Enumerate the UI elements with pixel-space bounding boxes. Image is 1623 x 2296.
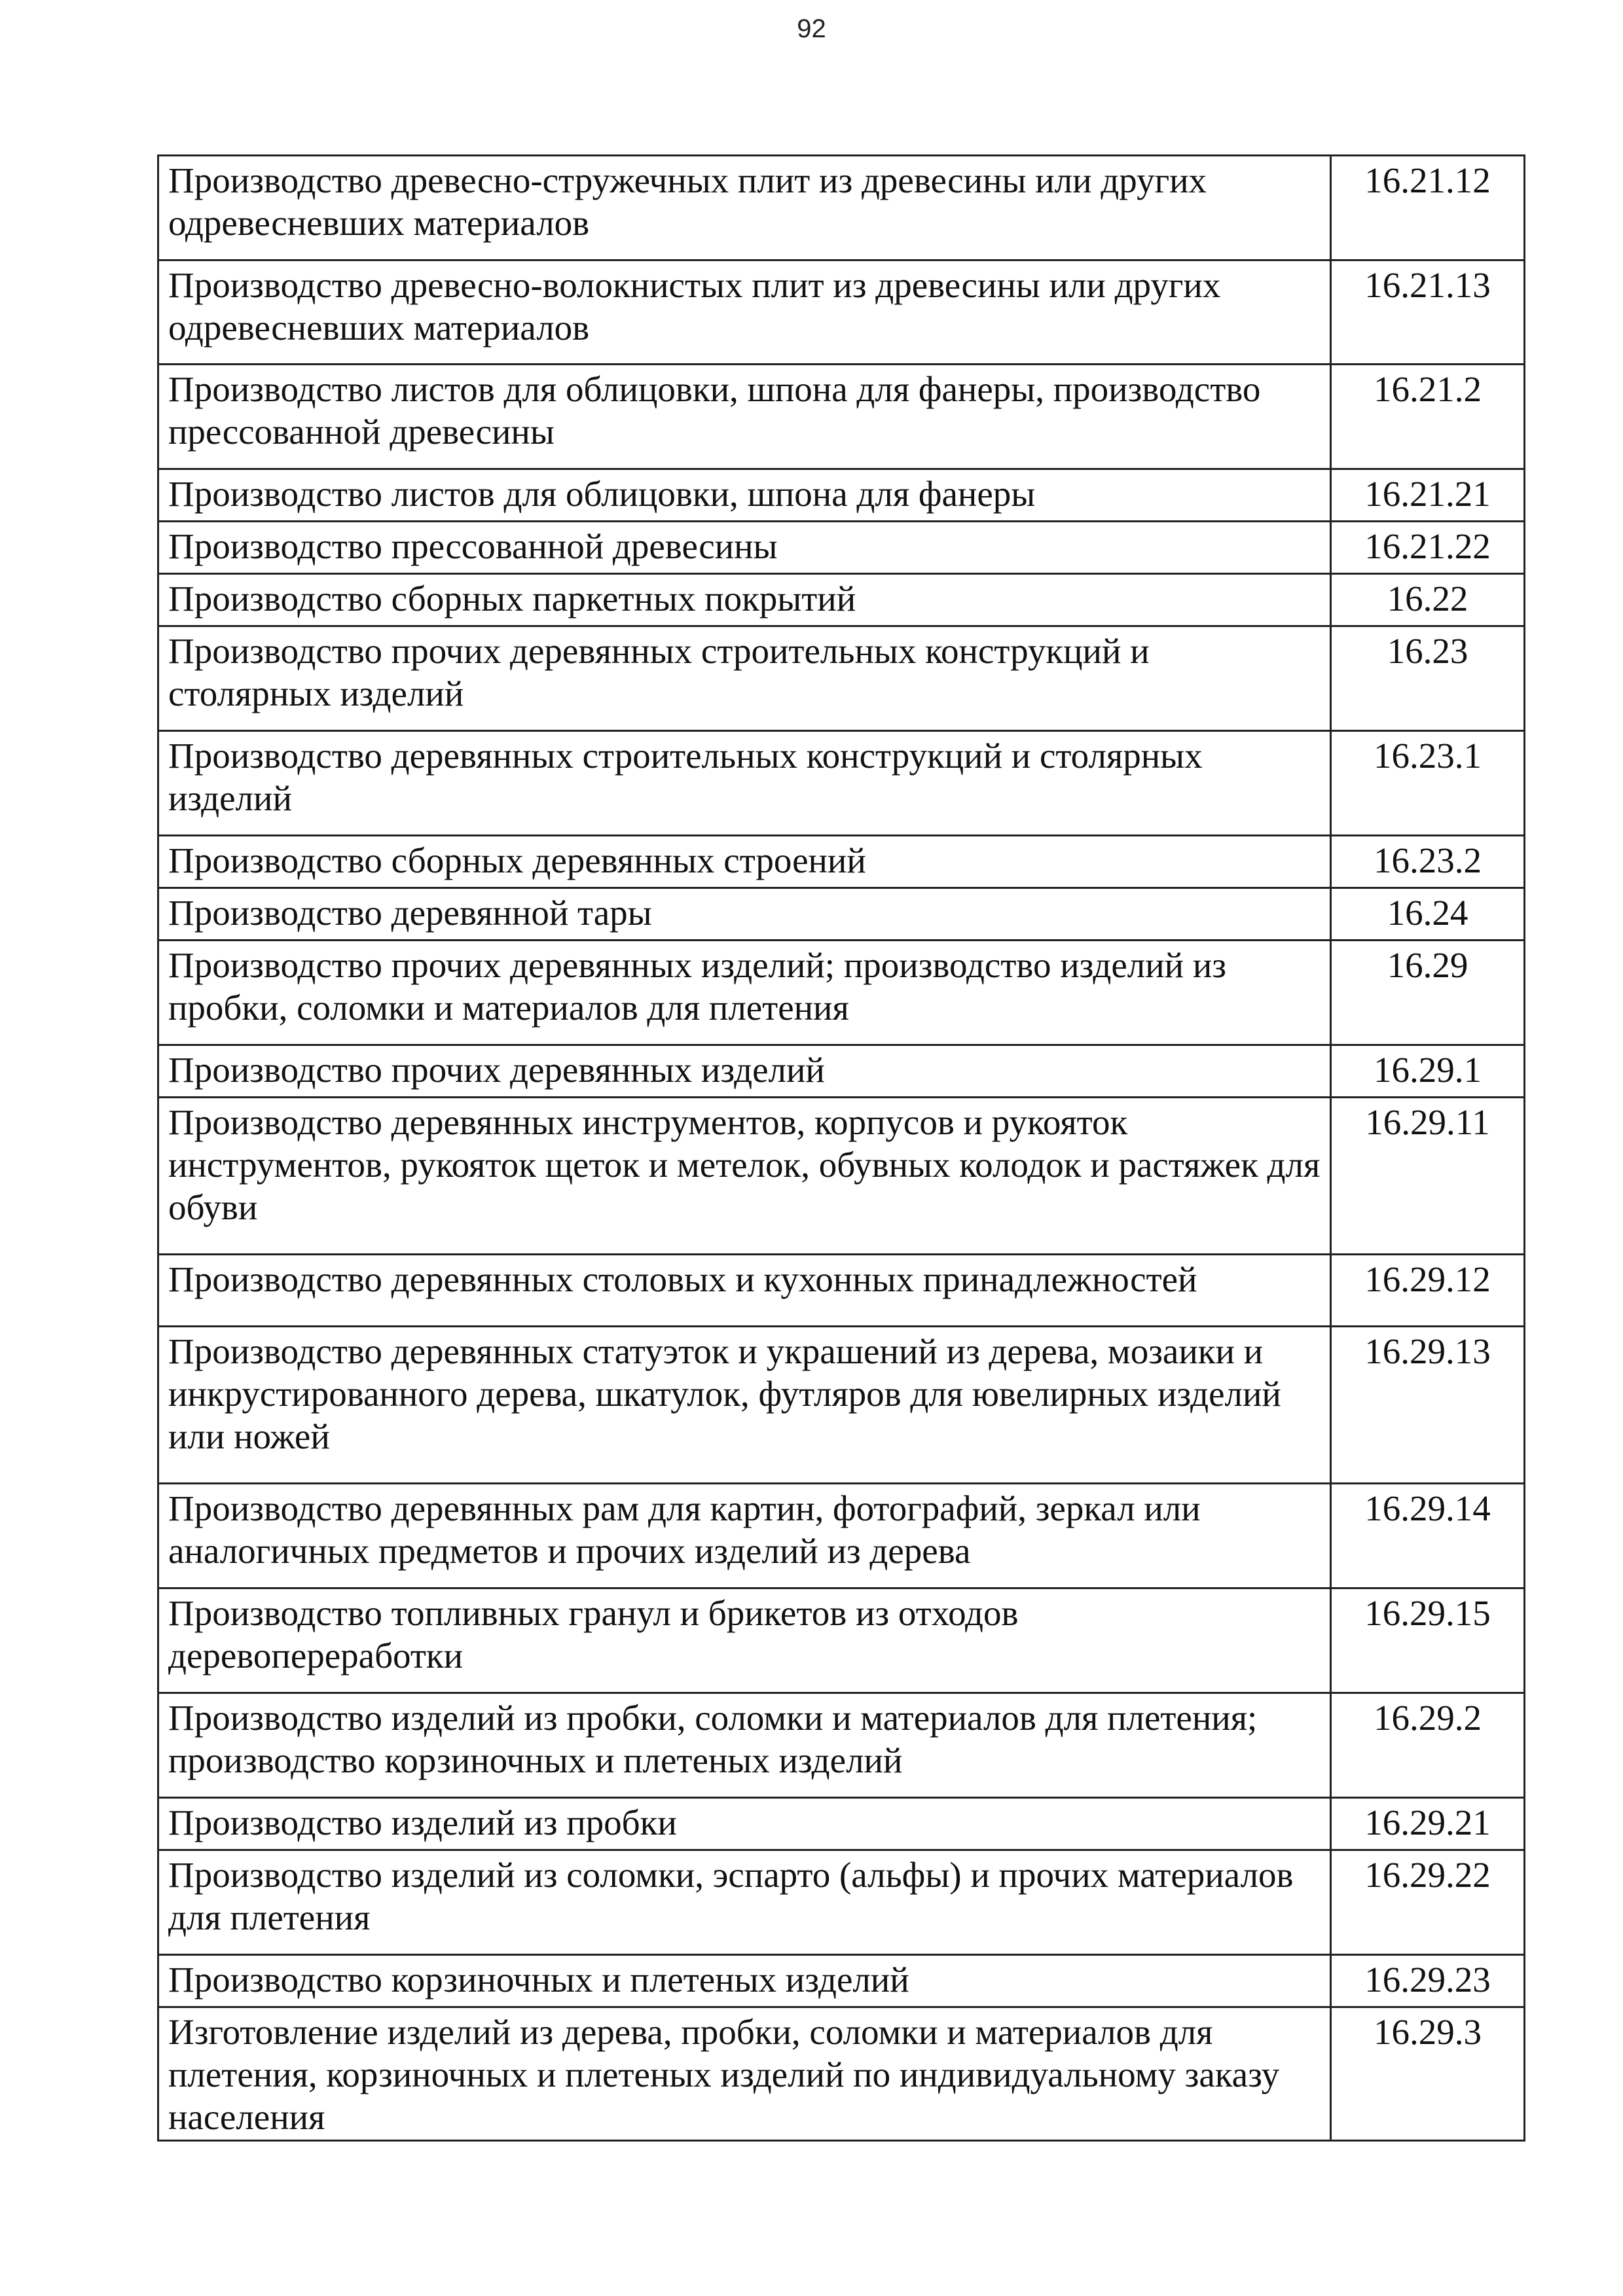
table-body <box>158 156 1525 2141</box>
activity-description: Производство листов для облицовки, шпона для фанеры, производство прессованной древесины <box>158 365 1331 469</box>
table-row <box>158 365 1525 469</box>
activity-code: 16.21.12 <box>1331 156 1525 260</box>
activity-code: 16.29.11 <box>1331 1098 1525 1255</box>
activity-code: 16.29.15 <box>1331 1588 1525 1693</box>
activity-description: Производство изделий из пробки <box>158 1798 1331 1850</box>
activity-code: 16.29.14 <box>1331 1484 1525 1588</box>
activity-description: Производство древесно-волокнистых плит из древесины или других одревесневших материалов <box>158 260 1331 365</box>
table-row <box>158 1850 1525 1955</box>
table-row <box>158 836 1525 888</box>
table-row <box>158 1098 1525 1255</box>
activity-code: 16.21.21 <box>1331 469 1525 522</box>
activity-description: Производство древесно-стружечных плит из древесины или других одревесневших материалов <box>158 156 1331 260</box>
activity-code: 16.29.21 <box>1331 1798 1525 1850</box>
activity-code: 16.29.1 <box>1331 1045 1525 1098</box>
activity-description: Производство деревянных столовых и кухонных принадлежностей <box>158 1255 1331 1327</box>
table-row <box>158 1693 1525 1798</box>
activity-code: 16.29.13 <box>1331 1327 1525 1484</box>
activity-description: Производство топливных гранул и брикетов из отходов деревопереработки <box>158 1588 1331 1693</box>
activity-description: Производство листов для облицовки, шпона для фанеры <box>158 469 1331 522</box>
activity-description: Производство сборных деревянных строений <box>158 836 1331 888</box>
table-row <box>158 941 1525 1045</box>
activity-code: 16.29.23 <box>1331 1955 1525 2007</box>
table-row <box>158 1327 1525 1484</box>
activity-code: 16.23.1 <box>1331 731 1525 836</box>
table-row <box>158 469 1525 522</box>
table-row <box>158 156 1525 260</box>
table-row <box>158 626 1525 731</box>
activity-code: 16.29.12 <box>1331 1255 1525 1327</box>
activity-code: 16.21.22 <box>1331 522 1525 574</box>
activity-code: 16.29.22 <box>1331 1850 1525 1955</box>
activity-description: Производство прочих деревянных изделий; производство изделий из пробки, соломки и материалов для плетения <box>158 941 1331 1045</box>
activity-description: Производство сборных паркетных покрытий <box>158 574 1331 626</box>
table-row <box>158 1255 1525 1327</box>
table-row <box>158 2007 1525 2141</box>
activity-description: Производство деревянных инструментов, корпусов и рукояток инструментов, рукояток щеток и метелок, обувных колодок и растяжек для обуви <box>158 1098 1331 1255</box>
table-row <box>158 574 1525 626</box>
table-row <box>158 1588 1525 1693</box>
table-row <box>158 1798 1525 1850</box>
activity-description: Производство деревянных рам для картин, фотографий, зеркал или аналогичных предметов и прочих изделий из дерева <box>158 1484 1331 1588</box>
table-row <box>158 731 1525 836</box>
page-number: 92 <box>797 14 826 43</box>
activity-code: 16.23 <box>1331 626 1525 731</box>
activity-code: 16.29 <box>1331 941 1525 1045</box>
table-row <box>158 1955 1525 2007</box>
table-row <box>158 1045 1525 1098</box>
activity-code: 16.21.2 <box>1331 365 1525 469</box>
activity-code: 16.21.13 <box>1331 260 1525 365</box>
activity-code: 16.29.2 <box>1331 1693 1525 1798</box>
activity-code: 16.24 <box>1331 888 1525 941</box>
activity-description: Производство изделий из соломки, эспарто (альфы) и прочих материалов для плетения <box>158 1850 1331 1955</box>
activity-code: 16.22 <box>1331 574 1525 626</box>
activity-description: Производство прочих деревянных изделий <box>158 1045 1331 1098</box>
table-row <box>158 260 1525 365</box>
activity-description: Производство деревянных статуэток и украшений из дерева, мозаики и инкрустированного дерева, шкатулок, футляров для ювелирных изделий или ножей <box>158 1327 1331 1484</box>
table-row <box>158 1484 1525 1588</box>
activity-description: Производство деревянной тары <box>158 888 1331 941</box>
activity-code: 16.29.3 <box>1331 2007 1525 2141</box>
activity-description: Производство деревянных строительных конструкций и столярных изделий <box>158 731 1331 836</box>
activity-description: Производство прочих деревянных строительных конструкций и столярных изделий <box>158 626 1331 731</box>
activity-description: Производство прессованной древесины <box>158 522 1331 574</box>
table-row <box>158 888 1525 941</box>
activity-description: Изготовление изделий из дерева, пробки, соломки и материалов для плетения, корзиночных и плетеных изделий по индивидуальному заказу населения <box>158 2007 1331 2141</box>
activity-code: 16.23.2 <box>1331 836 1525 888</box>
okved-codes-table <box>157 154 1525 2142</box>
table-row <box>158 522 1525 574</box>
activity-description: Производство корзиночных и плетеных изделий <box>158 1955 1331 2007</box>
activity-description: Производство изделий из пробки, соломки и материалов для плетения; производство корзиночных и плетеных изделий <box>158 1693 1331 1798</box>
